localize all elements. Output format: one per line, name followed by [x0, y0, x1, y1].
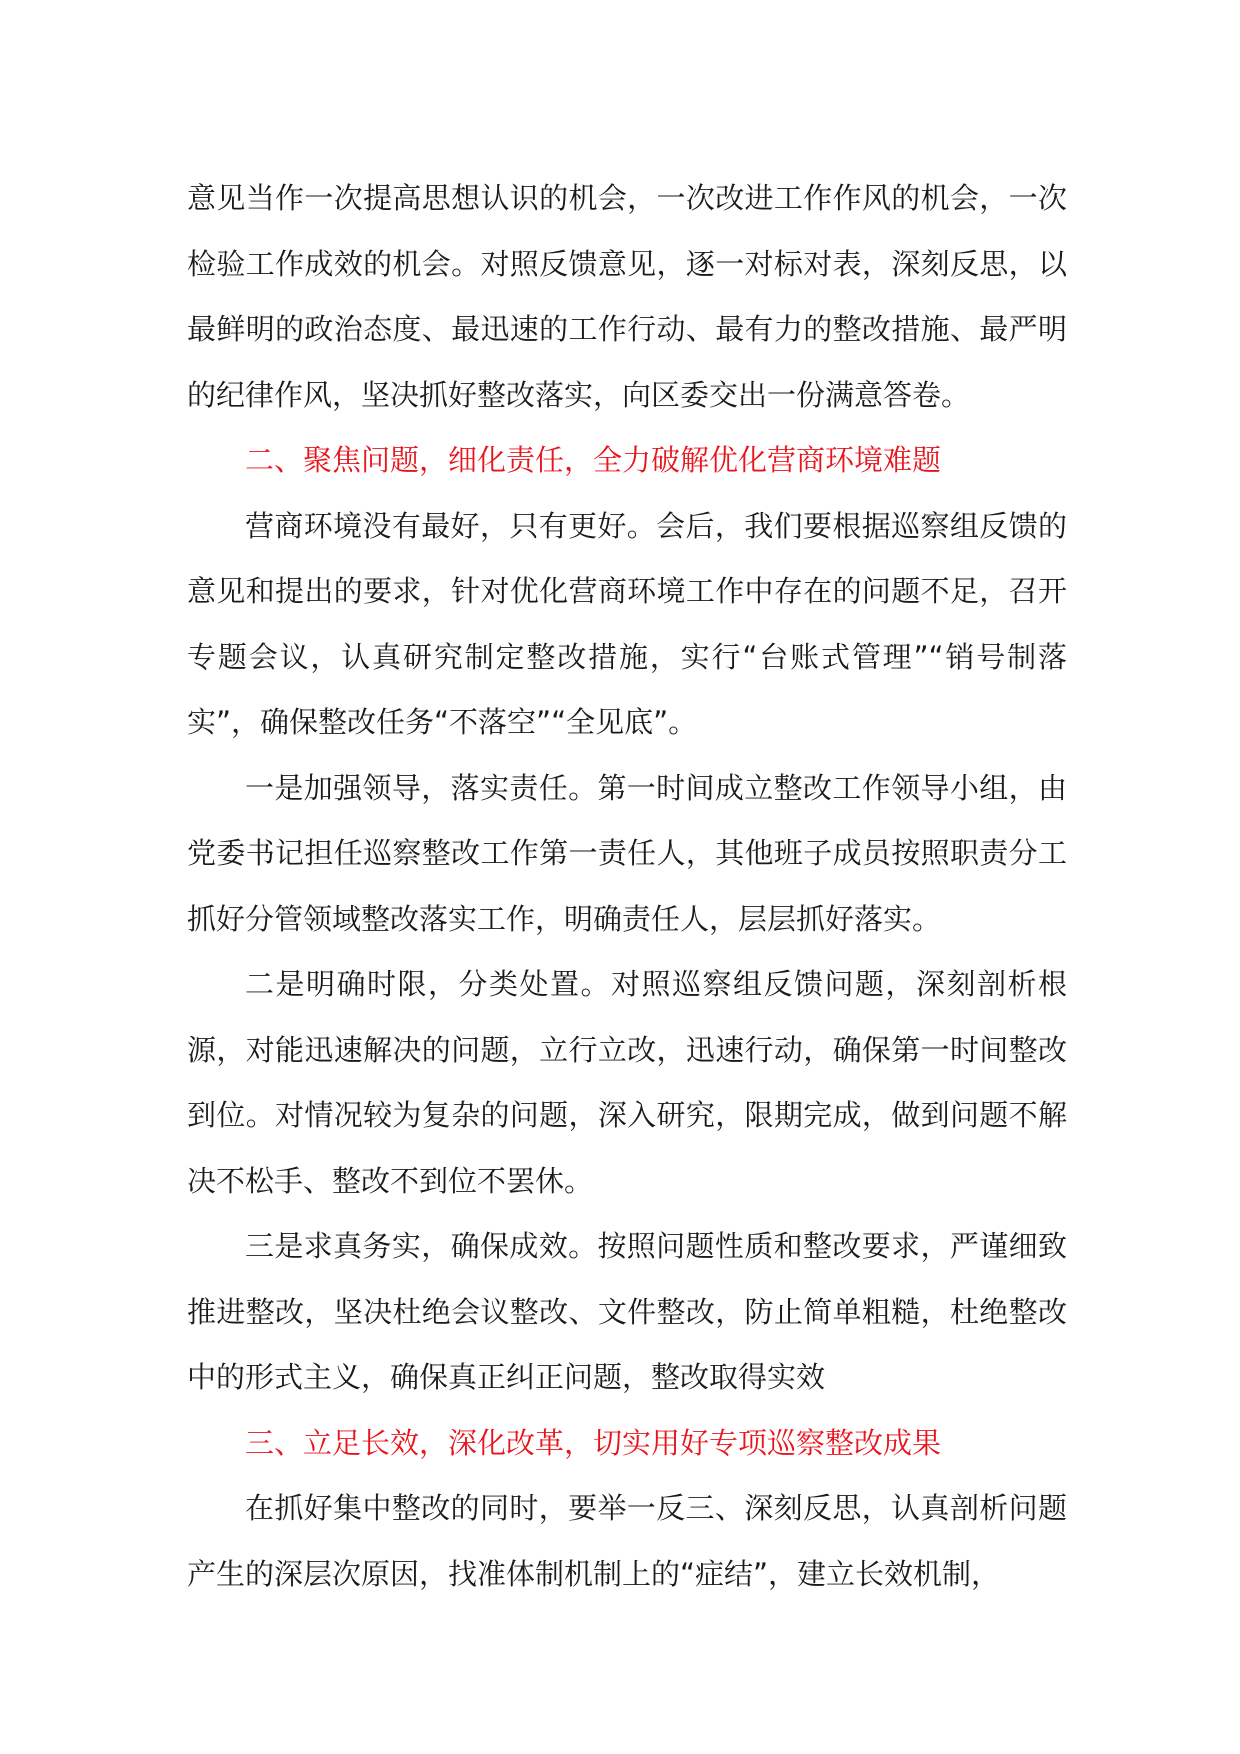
section-heading-2: 二、聚焦问题，细化责任，全力破解优化营商环境难题 [245, 443, 942, 477]
paragraph-business-environment: 营商环境没有最好，只有更好。会后，我们要根据巡察组反馈的意见和提出的要求，针对优化营商环境工作中存在的问题不足，召开专题会议，认真研究制定整改措施，实行“台账式管理”“销号制落实”，确保整改任务“不落空”“全见底”。 [187, 508, 1067, 739]
paragraph-deadlines: 二是明确时限，分类处置。对照巡察组反馈问题，深刻剖析根源，对能迅速解决的问题，立行立改，迅速行动，确保第一时间整改到位。对情况较为复杂的问题，深入研究，限期完成，做到问题不解决不松手、整改不到位不罢休。 [187, 967, 1067, 1198]
document-page [187, 166, 1067, 1607]
paragraph-leadership: 一是加强领导，落实责任。第一时间成立整改工作领导小组，由党委书记担任巡察整改工作第一责任人，其他班子成员按照职责分工抓好分管领域整改落实工作，明确责任人，层层抓好落实。 [187, 770, 1067, 936]
paragraph-long-term: 在抓好集中整改的同时，要举一反三、深刻反思，认真剖析问题产生的深层次原因，找准体制机制上的“症结”，建立长效机制， [187, 1491, 1067, 1591]
paragraph-continuation: 意见当作一次提高思想认识的机会，一次改进工作作风的机会，一次检验工作成效的机会。对照反馈意见，逐一对标对表，深刻反思，以最鲜明的政治态度、最迅速的工作行动、最有力的整改措施、最严明的纪律作风，坚决抓好整改落实，向区委交出一份满意答卷。 [187, 181, 1067, 412]
paragraph-effectiveness: 三是求真务实，确保成效。按照问题性质和整改要求，严谨细致推进整改，坚决杜绝会议整改、文件整改，防止简单粗糙，杜绝整改中的形式主义，确保真正纠正问题，整改取得实效 [187, 1229, 1067, 1394]
section-heading-3: 三、立足长效，深化改革，切实用好专项巡察整改成果 [245, 1425, 942, 1460]
